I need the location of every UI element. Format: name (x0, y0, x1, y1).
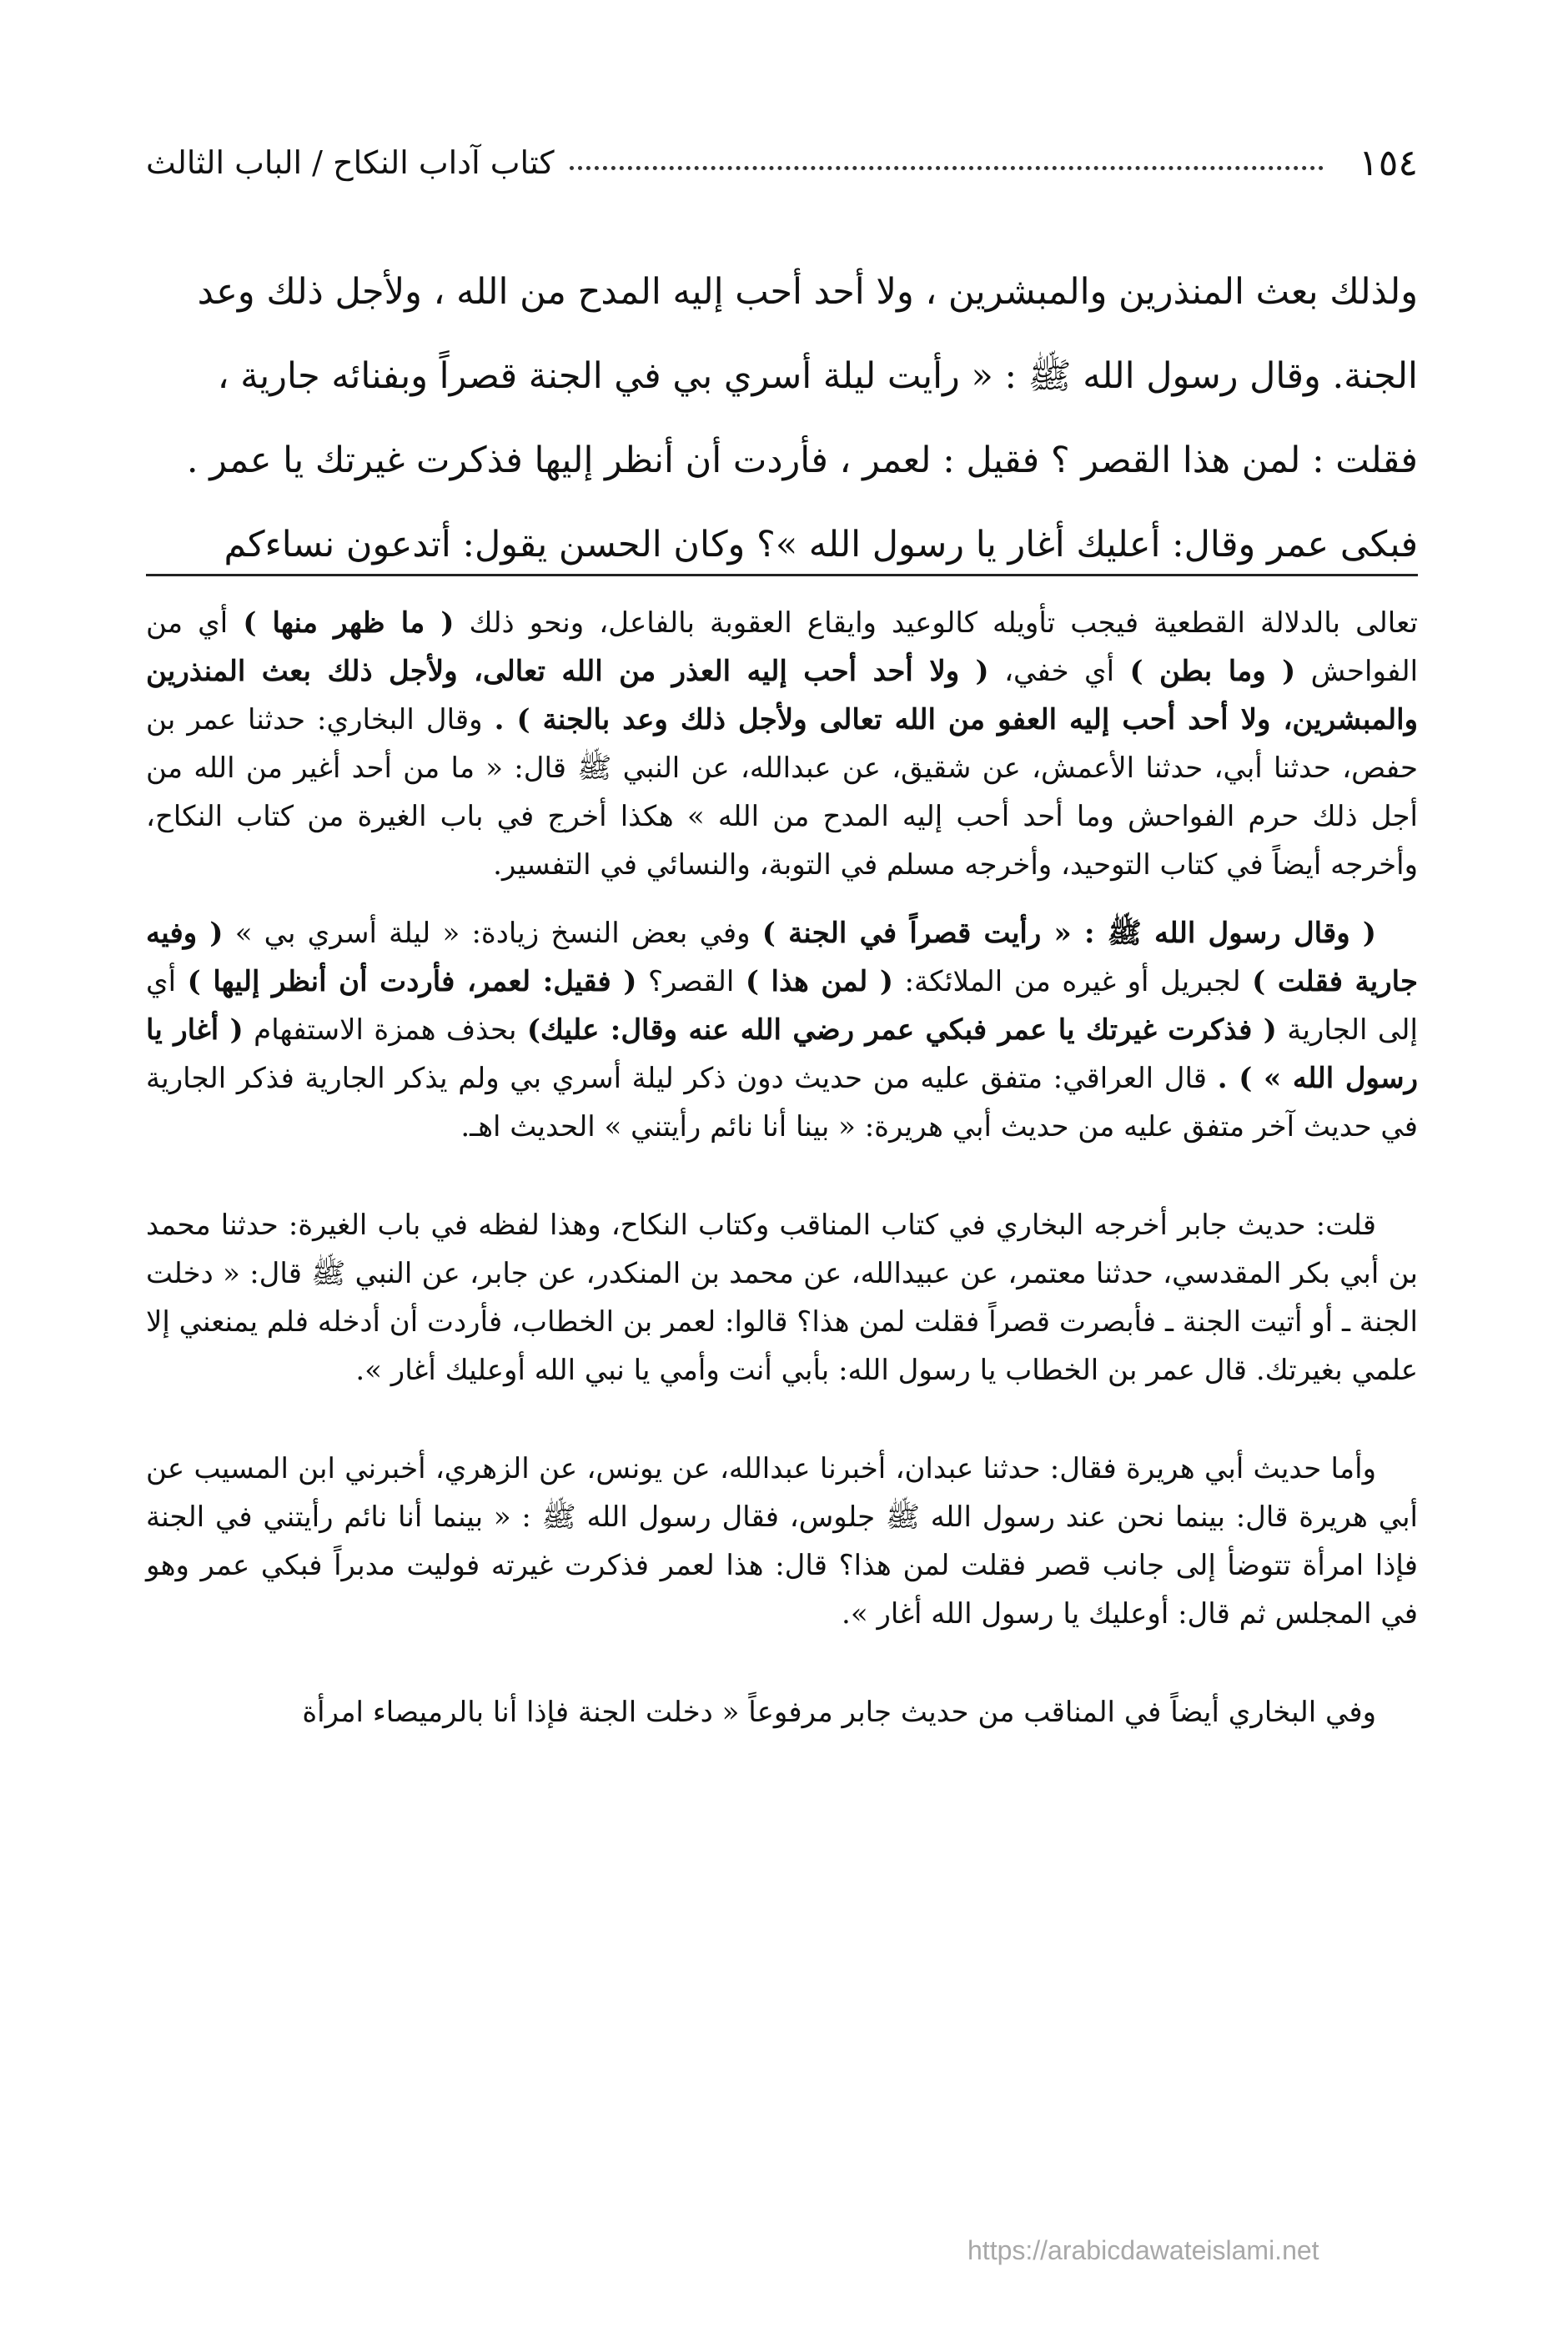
commentary-text: وقال البخاري: حدثنا عمر بن حفص، حدثنا أبي، حدثنا الأعمش، عن شقيق، عن عبدالله، عن النبي ﷺ قال: « ما من أحد أغير من الله من أجل ذلك حرم الفواحش وما أحد أحب إليه المدح من الله » هكذا أخرج في باب الغيرة من كتاب النكاح، وأخرجه أيضاً في كتاب التوحيد، وأخرجه مسلم في التوبة، والنسائي في التفسير. (146, 703, 1418, 882)
commentary-paragraph: قلت: حديث جابر أخرجه البخاري في كتاب المناقب وكتاب النكاح، وهذا لفظه في باب الغيرة: حدثنا محمد بن أبي بكر المقدسي، حدثنا معتمر، عن عبيدالله، عن محمد بن المنكدر، عن جابر، عن النبي ﷺ قال: « دخلت الجنة ـ أو أتيت الجنة ـ فأبصرت قصراً فقلت لمن هذا؟ قالوا: لعمر بن الخطاب، فأردت أن أدخله فلم يمنعني إلا علمي بغيرتك. قال عمر بن الخطاب يا رسول الله: بأبي أنت وأمي يا نبي الله أوعليك أغار ». (146, 1209, 1418, 1387)
commentary-text: وفي بعض النسخ زيادة: « ليلة أسري بي » (234, 917, 751, 950)
quoted-matn: ( وما بطن ) (1129, 655, 1296, 688)
commentary-text: أي من الفواحش (146, 606, 1419, 688)
main-line: ولذلك بعث المنذرين والمبشرين ، ولا أحد أحب إليه المدح من الله ، ولأجل ذلك وعد (197, 271, 1418, 313)
header-dotted-leader (570, 166, 1324, 170)
quoted-matn: ( لمن هذا ) (745, 965, 893, 998)
quoted-matn: ( فذكرت غيرتك يا عمر فبكي عمر رضي الله عنه وقال: عليك) (526, 1013, 1277, 1047)
quoted-matn: ( فقيل: لعمر، فأردت أن أنظر إليها ) (187, 965, 637, 998)
main-line: فقلت : لمن هذا القصر ؟ فقيل : لعمر ، فأردت أن أنظر إليها فذكرت غيرتك يا عمر . (186, 440, 1418, 481)
commentary (146, 599, 1418, 1736)
commentary-text: لجبريل أو غيره من الملائكة: (904, 965, 1241, 998)
footnote-divider (146, 574, 1418, 576)
commentary-text: تعالى بالدلالة القطعية فيجب تأويله كالوعيد وايقاع العقوبة بالفاعل، ونحو ذلك (469, 606, 1419, 640)
commentary-text: أي إلى الجارية (146, 965, 1418, 1047)
commentary-paragraph: وأما حديث أبي هريرة فقال: حدثنا عبدان، أخبرنا عبدالله، عن يونس، عن الزهري، أخبرني ابن المسيب عن أبي هريرة قال: بينما نحن عند رسول الله ﷺ جلوس، فقال رسول الله ﷺ : « بينما أنا نائم رأيتني في الجنة فإذا امرأة تتوضأ إلى جانب قصر فقلت لمن هذا؟ قال: هذا لعمر فذكرت غيرته فوليت مدبراً فبكي عمر وهو في المجلس ثم قال: أوعليك يا رسول الله أغار ». (146, 1452, 1418, 1631)
main-line: فبكى عمر وقال: أعليك أغار يا رسول الله »؟ وكان الحسن يقول: أتدعون نساءكم (224, 524, 1418, 565)
quoted-matn: ( ولا أحد أحب إليه العذر من الله تعالى، ولأجل ذلك بعث المنذرين والمبشرين، ولا أحد أحب إليه العفو من الله تعالى ولأجل ذلك وعد بالجنة ) . (146, 655, 1418, 736)
main-line: الجنة. وقال رسول الله ﷺ : « رأيت ليلة أسري بي في الجنة قصراً وبفنائه جارية ، (217, 355, 1418, 397)
commentary-text: بحذف همزة الاستفهام (254, 1013, 517, 1047)
quoted-matn: ( ما ظهر منها ) (243, 606, 455, 640)
main-text (146, 250, 1418, 587)
commentary-paragraph: وفي البخاري أيضاً في المناقب من حديث جابر مرفوعاً « دخلت الجنة فإذا أنا بالرميصاء امرأة (302, 1696, 1376, 1729)
commentary-text: قال العراقي: متفق عليه من حديث دون ذكر ليلة أسري بي ولم يذكر الجارية فذكر الجارية في حديث آخر متفق عليه من حديث أبي هريرة: « بينا أنا نائم رأيتني » الحديث اهـ. (146, 1062, 1418, 1143)
running-title: كتاب آداب النكاح / الباب الثالث (146, 144, 555, 181)
commentary-text: القصر؟ (647, 965, 735, 998)
commentary-text: أي خفي، (1004, 655, 1115, 688)
quoted-matn: ( وقال رسول الله ﷺ : « رأيت قصراً في الجنة ) (761, 917, 1376, 950)
commentary-paragraph (146, 599, 1418, 889)
quoted-matn: ( وفيه جارية فقلت ) (146, 917, 1419, 998)
watermark-url: https://arabicdawateislami.net (967, 2235, 1319, 2265)
page-header (146, 133, 1418, 192)
page-number: ١٥٤ (1359, 141, 1418, 184)
commentary-paragraph (146, 909, 1418, 1151)
quoted-matn: ( أغار يا رسول الله » ) . (146, 1013, 1418, 1095)
